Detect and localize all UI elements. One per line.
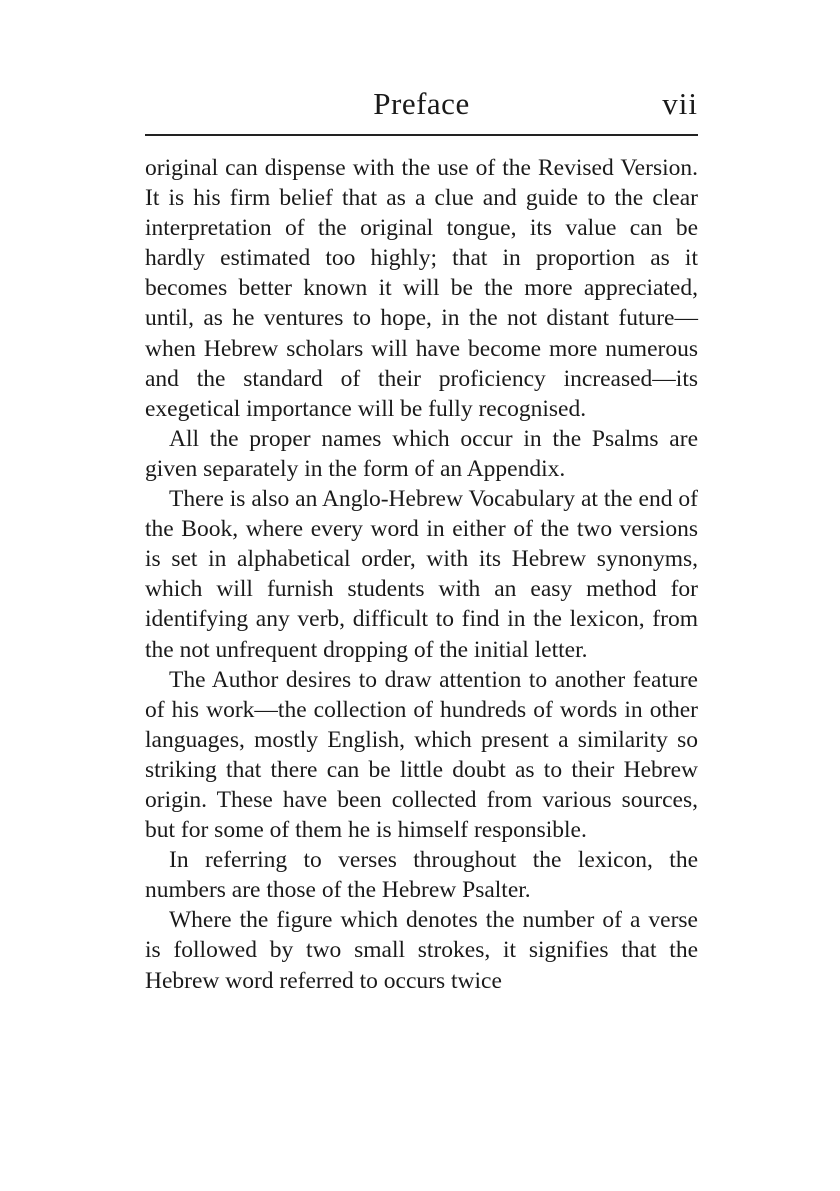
- running-head: [145, 84, 698, 124]
- paragraph-verse-numbers: In referring to verses throughout the lexicon, the numbers are those of the Hebrew Psalter.: [145, 847, 698, 904]
- paragraph-continuation: original can dispense with the use of the Revised Version. It is his firm belief that as a clue and guide to the clear interpretation of the original tongue, its value can be hardly estimated too highly; that in proportion as it becomes better known it will be the more appreciated, until, as he ventures to hope, in the not distant future— when Hebrew scholars will have become more numerous and the standard of their proficiency increased—its exegetical importance will be fully recognised.: [145, 155, 698, 422]
- paragraph-proper-names: All the proper names which occur in the Psalms are given separately in the form of an Appendix.: [145, 425, 698, 482]
- paragraph-word-collection: The Author desires to draw attention to another feature of his work—the collection of hundreds of words in other languages, mostly English, which present a similarity so striking that there can be little doubt as to their Hebrew origin. These have been collected from various sources, but for some of them he is himself responsible.: [145, 666, 698, 844]
- body-text: [145, 153, 698, 996]
- paragraph-verse-strokes: Where the figure which denotes the number of a verse is followed by two small strokes, it signifies that the Hebrew word referred to occurs twice: [145, 907, 698, 994]
- page-number: vii: [662, 86, 698, 121]
- paragraph-vocabulary: There is also an Anglo-Hebrew Vocabulary at the end of the Book, where every word in either of the two versions is set in alphabetical order, with its Hebrew synonyms, which will furnish students with an easy method for identifying any verb, difficult to find in the lexicon, from the not unfrequent dropping of the initial letter.: [145, 486, 698, 663]
- header-rule: [145, 134, 698, 136]
- page-title: Preface: [373, 86, 470, 121]
